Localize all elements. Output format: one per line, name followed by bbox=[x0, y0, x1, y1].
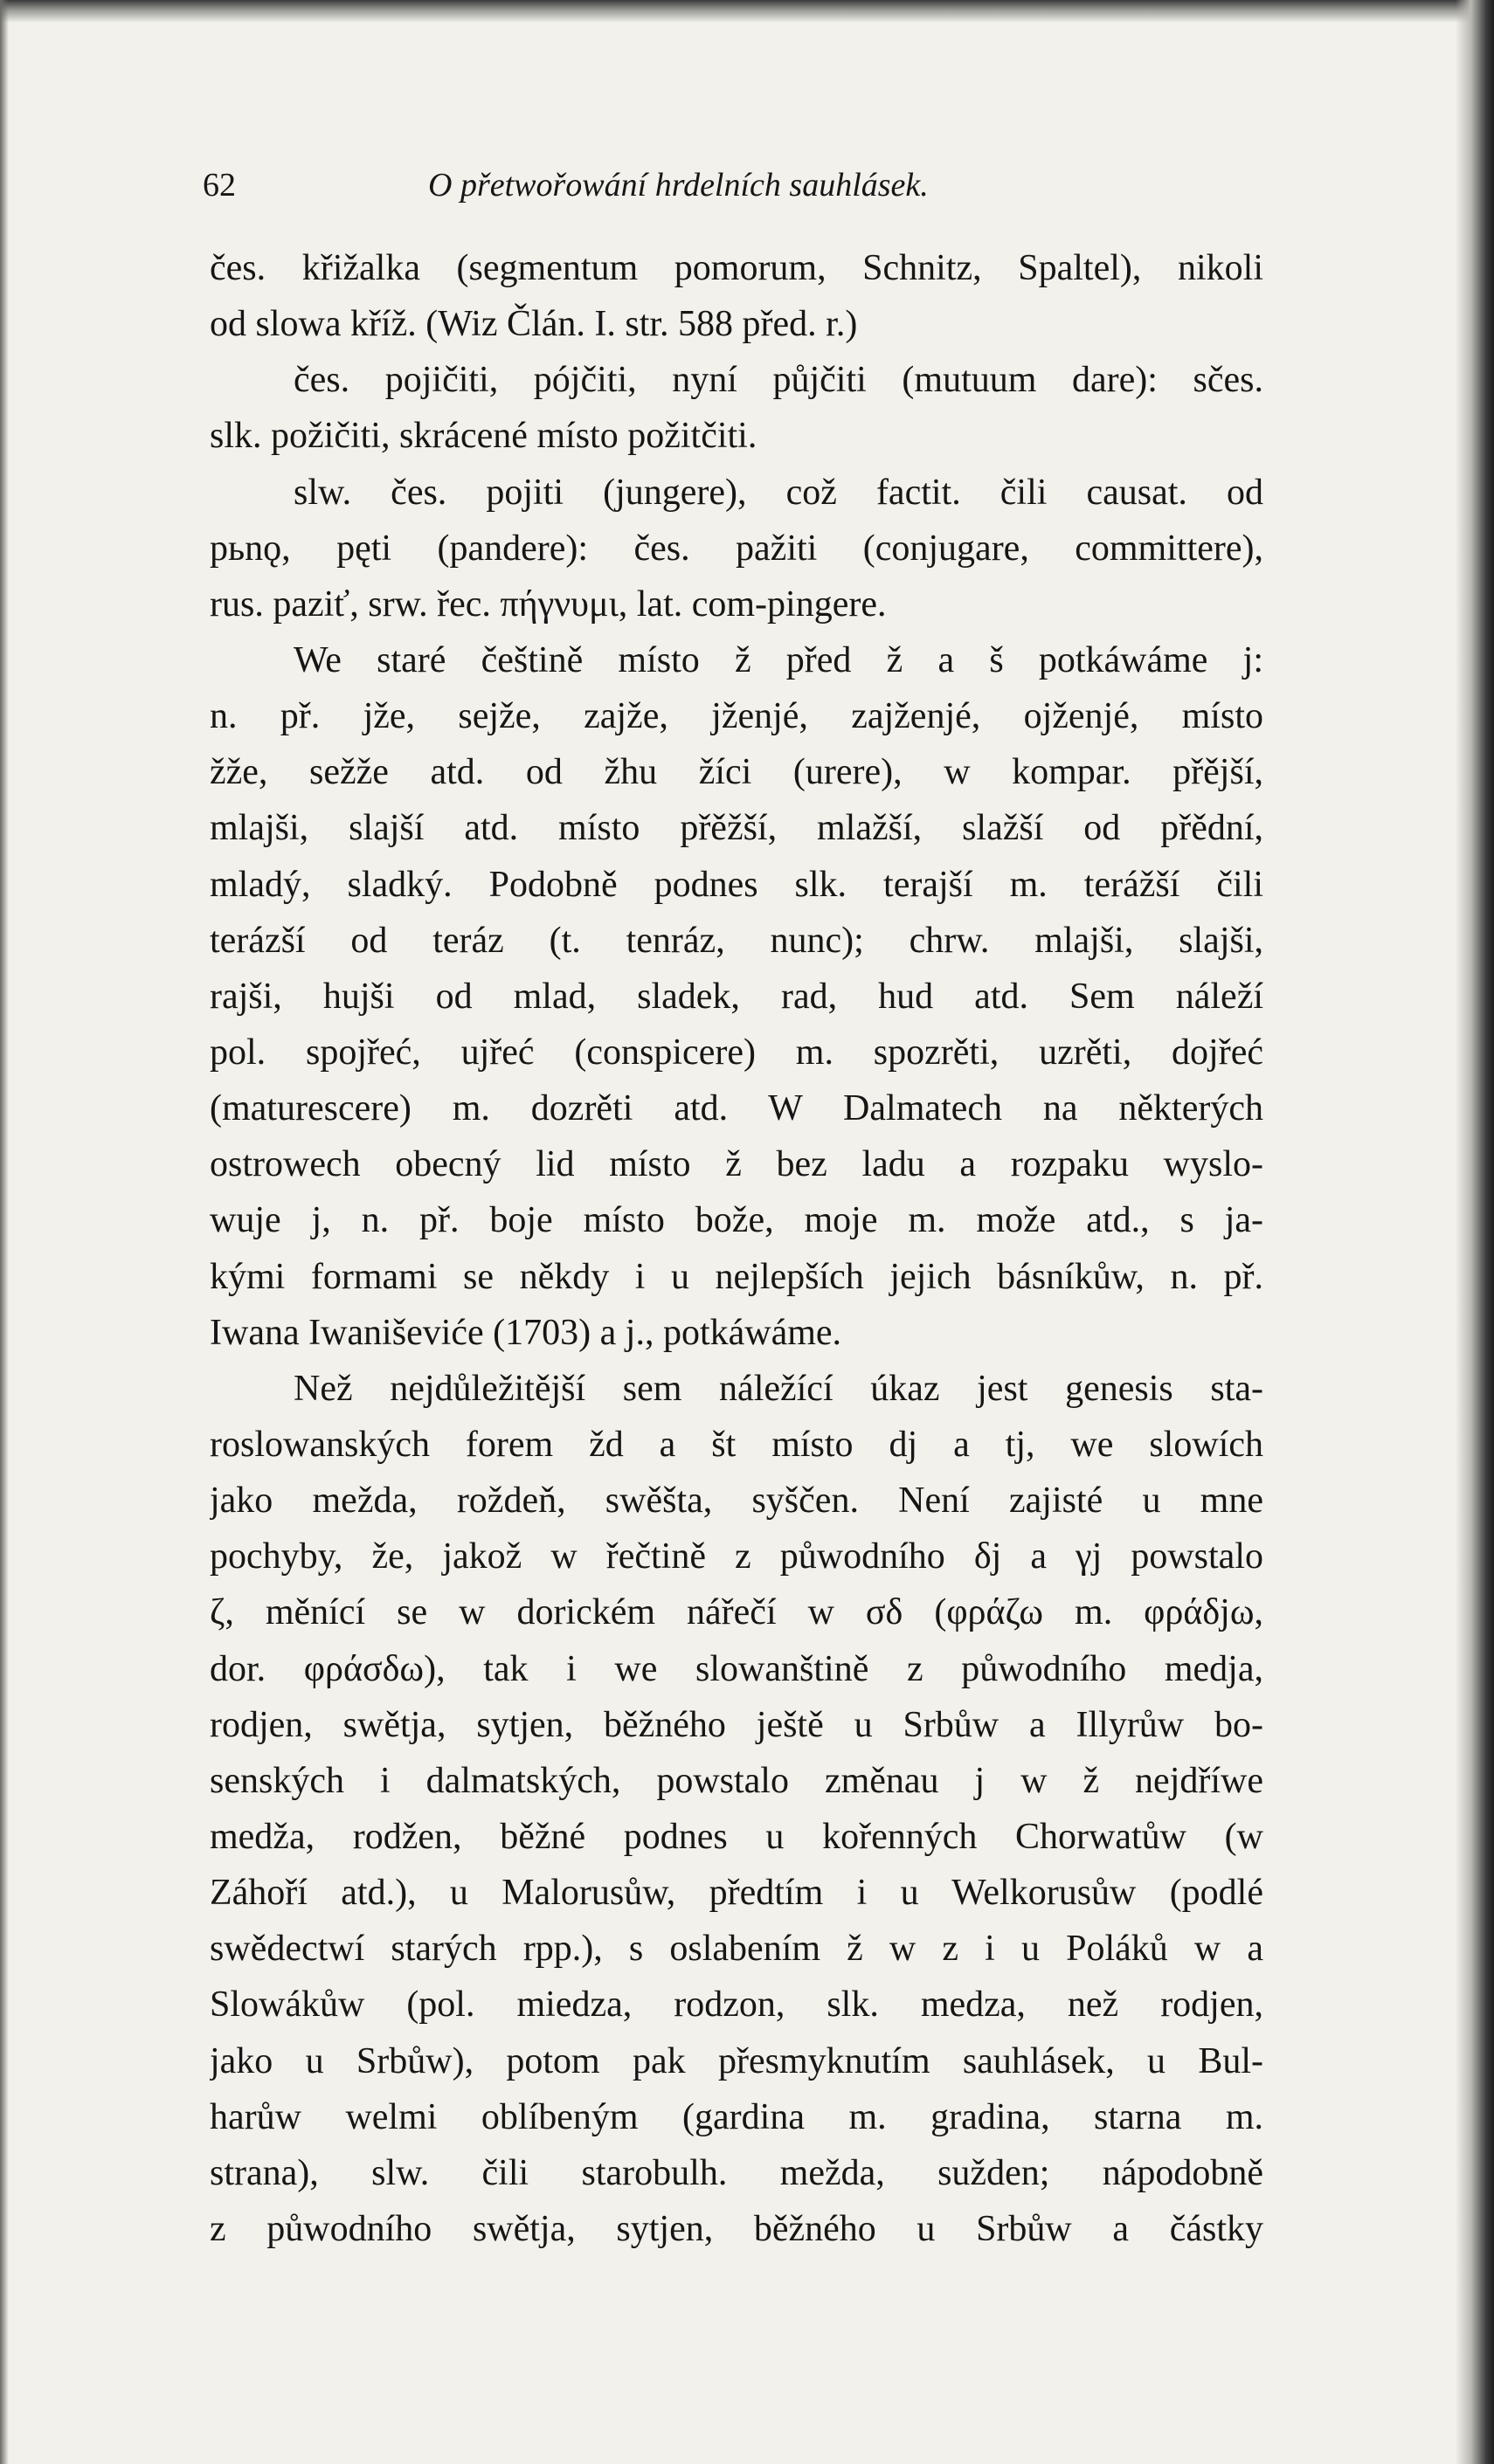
text-line: pochyby, že, jakož w řečtině z půwodního δj a γj powstalo bbox=[210, 1536, 1263, 1577]
scan-edge-left bbox=[0, 0, 9, 2464]
text-line: slk. požičiti, skrácené místo požitčiti. bbox=[210, 416, 757, 457]
text-line: Než nejdůležitější sem náležící úkaz jest genesis sta- bbox=[294, 1368, 1263, 1409]
text-line: (maturescere) m. dozrěti atd. W Dalmatech na některých bbox=[210, 1088, 1263, 1129]
text-line: Záhoří atd.), u Malorusůw, předtím i u Welkorusůw (podlé bbox=[210, 1873, 1263, 1914]
text-line: mladý, sladký. Podobně podnes slk. terajší m. terážší čili bbox=[210, 864, 1263, 905]
text-line: jako u Srbůw), potom pak přesmyknutím sauhlásek, u Bul- bbox=[210, 2040, 1263, 2081]
text-line: dor. φράσδω), tak i we slowanštině z půwodního medja, bbox=[210, 1648, 1263, 1689]
text-line: z půwodního swětja, sytjen, běžného u Srbůw a částky bbox=[210, 2208, 1263, 2249]
text-line: wuje j, n. př. boje místo bože, moje m. može atd., s ja- bbox=[210, 1200, 1263, 1241]
text-line: pol. spojřeć, ujřeć (conspicere) m. spozrěti, uzrěti, dojřeć bbox=[210, 1032, 1263, 1073]
text-line: roslowanských forem žd a št místo dj a tj, we slowích bbox=[210, 1424, 1263, 1465]
scan-edge-top bbox=[0, 0, 1494, 23]
text-line: senských i dalmatských, powstalo změnau j w ž nejdříwe bbox=[210, 1760, 1263, 1801]
text-line: medža, rodžen, běžné podnes u kořenných Chorwatůw (w bbox=[210, 1816, 1263, 1857]
text-line: rajši, hujši od mlad, sladek, rad, hud atd. Sem náleží bbox=[210, 976, 1263, 1017]
text-line: ostrowech obecný lid místo ž bez ladu a rozpaku wyslo- bbox=[210, 1144, 1263, 1185]
text-line: rodjen, swětja, sytjen, běžného ještě u Srbůw a Illyrůw bo- bbox=[210, 1704, 1263, 1745]
text-line: čes. pojičiti, pójčiti, nyní půjčiti (mutuum dare): sčes. bbox=[294, 360, 1263, 401]
page-number: 62 bbox=[203, 167, 236, 204]
text-line: slw. čes. pojiti (jungere), což factit. čili causat. od bbox=[294, 472, 1263, 513]
text-line: kými formami se někdy i u nejlepších jejich básníkůw, n. př. bbox=[210, 1256, 1263, 1297]
text-line: pьnǫ, pęti (pandere): čes. pažiti (conjugare, committere), bbox=[210, 528, 1263, 569]
text-line: terázší od teráz (t. tenráz, nunc); chrw. mlajši, slajši, bbox=[210, 920, 1263, 961]
running-title: O přetwořowání hrdelních sauhlásek. bbox=[428, 167, 929, 204]
text-line: harůw welmi oblíbeným (gardina m. gradina, starna m. bbox=[210, 2096, 1263, 2137]
text-line: swědectwí starých rpp.), s oslabením ž w z i u Poláků w a bbox=[210, 1929, 1263, 1970]
text-line: Slowákůw (pol. miedza, rodzon, slk. medza, než rodjen, bbox=[210, 1984, 1263, 2026]
text-line: n. př. jže, sejže, zajže, jženjé, zajženjé, ojženjé, místo bbox=[210, 696, 1263, 737]
text-line: mlajši, slajší atd. místo přěžší, mlažší, slažší od přědní, bbox=[210, 808, 1263, 849]
text-line: rus. paziť, srw. řec. πήγνυμι, lat. com-pingere. bbox=[210, 583, 887, 625]
text-line: od slowa kříž. (Wiz Člán. I. str. 588 před. r.) bbox=[210, 304, 858, 345]
text-line: ζ, měnící se w dorickém nářečí w σδ (φράζω m. φράδjω, bbox=[210, 1592, 1263, 1633]
scan-edge-right bbox=[1456, 0, 1494, 2464]
body-text bbox=[210, 240, 1263, 2257]
text-line: Iwana Iwaniševiće (1703) a j., potkáwáme. bbox=[210, 1312, 842, 1353]
text-line: čes. křižalka (segmentum pomorum, Schnitz, Spaltel), nikoli bbox=[210, 248, 1263, 288]
text-line: We staré češtině místo ž před ž a š potkáwáme j: bbox=[294, 639, 1263, 680]
text-line: jako mežda, roždeň, swěšta, syščen. Není zajisté u mne bbox=[210, 1480, 1263, 1522]
text-line: strana), slw. čili starobulh. mežda, sužden; nápodobně bbox=[210, 2152, 1263, 2193]
text-line: žže, sežže atd. od žhu žíci (urere), w kompar. přější, bbox=[210, 752, 1263, 793]
